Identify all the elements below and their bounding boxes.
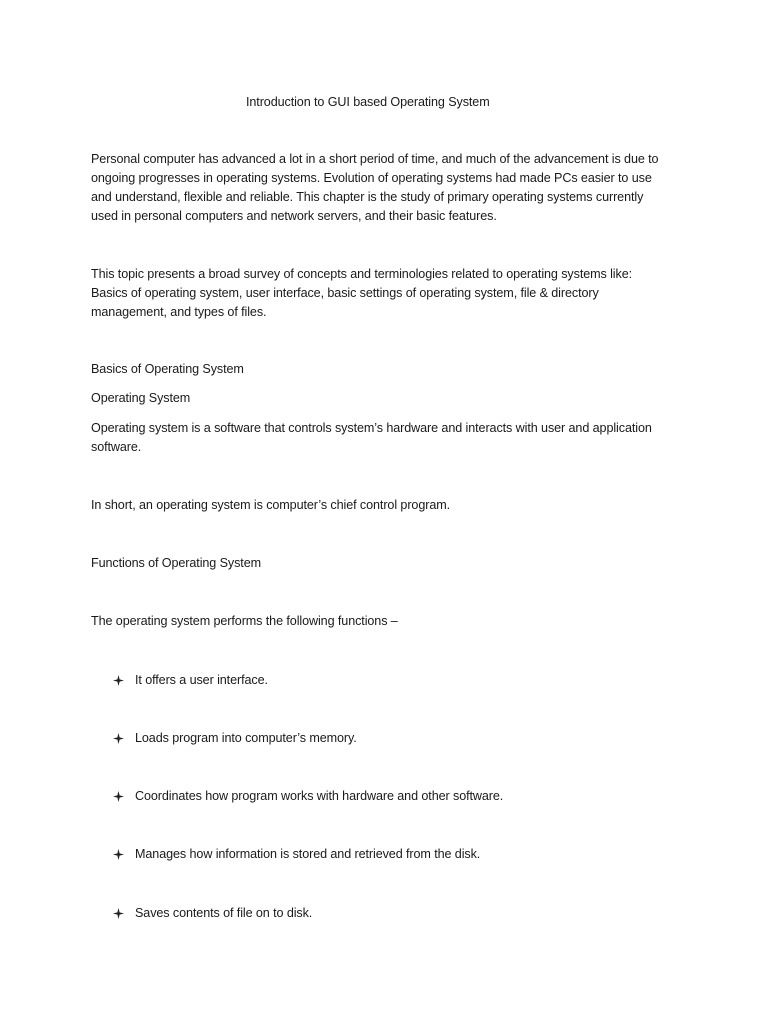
functions-heading: Functions of Operating System xyxy=(91,556,261,570)
diamond-bullet-icon xyxy=(113,845,125,864)
function-item-label: Saves contents of file on to disk. xyxy=(135,906,313,920)
diamond-bullet-icon xyxy=(113,787,125,806)
document-title: Introduction to GUI based Operating System xyxy=(246,95,490,109)
diamond-bullet-icon xyxy=(113,904,125,923)
definition-line-1: Operating system is a software that controls system’s hardware and interacts with user and application xyxy=(91,421,652,435)
list-item xyxy=(113,904,313,980)
intro-paragraph-line-4: used in personal computers and network servers, and their basic features. xyxy=(91,209,497,223)
section-heading: Basics of Operating System xyxy=(91,362,244,376)
diamond-bullet-icon xyxy=(113,671,125,690)
definition-line-2: software. xyxy=(91,440,142,454)
function-item-label: Manages how information is stored and retrieved from the disk. xyxy=(135,847,481,861)
topic-paragraph-line-2: Basics of operating system, user interface, basic settings of operating system, file & directory xyxy=(91,286,599,300)
topic-paragraph-line-1: This topic presents a broad survey of concepts and terminologies related to operating systems like: xyxy=(91,267,633,281)
function-item-label: Coordinates how program works with hardware and other software. xyxy=(135,789,504,803)
subheading: Operating System xyxy=(91,391,191,405)
short-summary: In short, an operating system is computer’s chief control program. xyxy=(91,498,451,512)
intro-paragraph-line-3: and understand, flexible and reliable. This chapter is the study of primary operating systems currently xyxy=(91,190,644,204)
topic-paragraph-line-3: management, and types of files. xyxy=(91,305,267,319)
intro-paragraph-line-1: Personal computer has advanced a lot in a short period of time, and much of the advancement is due to xyxy=(91,152,659,166)
function-item-label: Loads program into computer’s memory. xyxy=(135,731,357,745)
intro-paragraph-line-2: ongoing progresses in operating systems. Evolution of operating systems had made PCs easier to use xyxy=(91,171,652,185)
diamond-bullet-icon xyxy=(113,729,125,748)
functions-intro: The operating system performs the following functions – xyxy=(91,614,398,628)
function-item-label: It offers a user interface. xyxy=(135,673,268,687)
